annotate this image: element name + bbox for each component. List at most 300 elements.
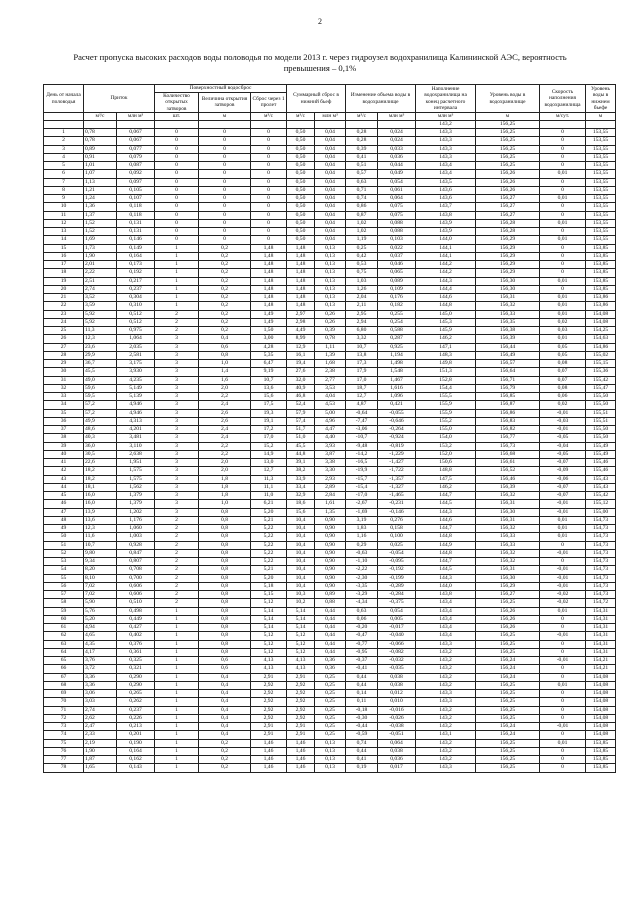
table-cell: 0,44 [346,747,378,755]
table-cell: -0,017 [378,624,416,632]
table-cell: 0 [540,690,586,698]
table-cell: 1,48 [287,285,315,293]
table-cell: 18,6 [287,500,315,508]
table-cell: 155,00 [586,508,616,516]
table-cell: 46 [44,500,84,508]
table-cell: 0,925 [378,343,416,351]
table-cell: 1,02 [346,219,378,227]
table-cell: 154,08 [586,690,616,698]
table-cell: 10,4 [287,582,315,590]
table-cell: 0,4 [199,723,251,731]
table-cell: 7 [44,178,84,186]
table-cell: 0,054 [378,607,416,615]
table-cell: 1,48 [251,269,287,277]
table-cell: 0,63 [346,178,378,186]
table-cell: 0,2 [199,261,251,269]
table-row [44,277,616,285]
table-cell: 0,01 [540,739,586,747]
table-cell: -0,20 [346,624,378,632]
table-cell: -1,357 [378,475,416,483]
units-row [44,113,616,121]
table-cell: 0 [251,211,287,219]
table-row [44,186,616,194]
table-cell: 154,08 [586,318,616,326]
table-cell: 144,2 [416,261,476,269]
table-cell: 144,4 [416,285,476,293]
table-cell: 0 [155,186,199,194]
table-cell [540,120,586,128]
table-cell: -1,427 [378,459,416,467]
table-cell: 0,510 [117,599,155,607]
table-row [44,640,616,648]
table-cell: 0 [540,615,586,623]
table-row [44,294,616,302]
table-cell: 2,89 [315,483,346,491]
table-cell: 2,2 [199,450,251,458]
table-cell: 0,05 [540,351,586,359]
table-cell: 0,4 [199,698,251,706]
table-cell: 0,90 [315,582,346,590]
table-cell: 10 [44,203,84,211]
table-cell: 1,49 [251,310,287,318]
table-cell: 150,6 [416,459,476,467]
table-cell: 0,50 [287,228,315,236]
table-cell: 0,588 [378,327,416,335]
table-cell: 156,85 [476,393,540,401]
table-cell: 3,06 [84,690,117,698]
table-cell: 15,6 [287,508,315,516]
table-cell: 154,73 [586,582,616,590]
table-cell: 5 [44,162,84,170]
table-cell: 3,38 [315,459,346,467]
table-cell: 0,01 [540,302,586,310]
table-cell: 4,96 [315,417,346,425]
table-cell: 0,50 [287,170,315,178]
table-cell: 0,109 [378,285,416,293]
table-row [44,483,616,491]
table-cell: 153,85 [586,244,616,252]
table-cell: 0 [540,137,586,145]
table-cell: 0,287 [378,335,416,343]
table-cell: 39,1 [287,459,315,467]
table-row [44,343,616,351]
table-cell: 3,93 [315,442,346,450]
table-cell: -0,02 [540,599,586,607]
table-cell: 0,290 [117,681,155,689]
table-cell: 1,176 [117,516,155,524]
table-cell: 156,32 [476,549,540,557]
table-cell: -0,07 [540,483,586,491]
table-cell: 0,065 [378,269,416,277]
table-cell: -0,02 [540,591,586,599]
table-cell: 0,01 [540,525,586,533]
table-cell: 143,9 [416,219,476,227]
table-cell: 1,379 [117,500,155,508]
table-row [44,591,616,599]
table-cell: 156,38 [476,327,540,335]
table-row [44,714,616,722]
table-cell: 144,6 [416,516,476,524]
table-cell: 153,55 [586,236,616,244]
table-cell: 5,12 [251,599,287,607]
table-cell: 0 [540,203,586,211]
table-cell: 5,12 [251,648,287,656]
table-cell: 0 [540,673,586,681]
table-cell: 1,24 [84,195,117,203]
table-cell: 0,01 [540,310,586,318]
table-cell: 2 [155,574,199,582]
table-cell: -0,01 [540,549,586,557]
table-cell: 156,24 [476,665,540,673]
table-cell: 0,8 [199,607,251,615]
table-row [44,574,616,582]
table-cell: 2,91 [251,731,287,739]
table-cell: 27 [44,343,84,351]
table-cell: 2,2 [199,442,251,450]
table-cell: 5,90 [84,599,117,607]
table-cell: 65 [44,657,84,665]
header-inflow: Приток [84,85,155,113]
table-cell: 4,87 [346,401,378,409]
table-cell: 34 [44,401,84,409]
table-cell: 0,53 [346,261,378,269]
table-cell: 3 [155,426,199,434]
table-row [44,731,616,739]
table-cell: 156,39 [476,483,540,491]
table-cell [44,120,84,128]
table-cell: 143,3 [416,137,476,145]
table-cell: 0,08 [540,360,586,368]
table-row [44,615,616,623]
table-cell: -16,5 [346,459,378,467]
table-cell: 0,2 [199,747,251,755]
table-row [44,368,616,376]
table-cell: 0,88 [315,599,346,607]
table-cell: 0 [155,162,199,170]
table-cell: 144,7 [416,525,476,533]
table-cell: 5,12 [287,648,315,656]
table-row [44,236,616,244]
table-cell: 153,55 [586,195,616,203]
table-cell: 0,079 [117,153,155,161]
table-cell: 0 [155,236,199,244]
table-cell: 1,003 [117,533,155,541]
table-cell: 0 [540,252,586,260]
table-cell: 62 [44,632,84,640]
table-cell: 54 [44,566,84,574]
table-cell: 0,255 [378,310,416,318]
table-cell: 2,92 [251,714,287,722]
header-total-discharge: Суммарный сброс в нижний бьеф [287,85,346,113]
header-upper-level: Уровень воды в водохранилище [476,85,540,113]
table-cell: 0 [251,195,287,203]
table-cell: 153,86 [586,302,616,310]
table-cell: 0,2 [199,756,251,764]
table-cell: 2,92 [287,690,315,698]
table-cell: -0,05 [540,450,586,458]
unit-cell: м [476,113,540,121]
table-cell: 0,13 [315,277,346,285]
table-cell: 0,4 [199,690,251,698]
table-cell: 66 [44,665,84,673]
table-cell: 10,7 [251,376,287,384]
table-row [44,252,616,260]
table-cell: -0,95 [346,648,378,656]
table-cell: 0 [540,706,586,714]
table-row [44,599,616,607]
table-cell: 1 [155,285,199,293]
table-cell: 0,41 [346,153,378,161]
table-cell: 70 [44,698,84,706]
table-cell: 10,4 [287,516,315,524]
table-row [44,698,616,706]
table-cell: 156,32 [476,302,540,310]
table-row [44,756,616,764]
table-cell [84,120,117,128]
table-cell: 156,25 [476,120,540,128]
table-cell: 145,0 [416,310,476,318]
table-cell: 0,44 [346,673,378,681]
table-row [44,137,616,145]
table-cell: 36 [44,417,84,425]
table-cell: -0,63 [346,549,378,557]
table-cell: 1 [155,302,199,310]
table-cell: -0,03 [540,417,586,425]
flood-discharge-table [43,84,616,773]
table-cell: 0 [155,145,199,153]
table-cell: 19,1 [251,417,287,425]
table-cell: 156,24 [476,723,540,731]
table-cell: 0,276 [378,516,416,524]
table-cell: 153,86 [586,294,616,302]
table-cell: 153,85 [586,252,616,260]
table-cell: -0,095 [378,558,416,566]
table-cell: 0,8 [199,640,251,648]
header-volume-change: Изменение объема воды в водохранилище [346,85,416,113]
table-row [44,318,616,326]
table-cell: 3,72 [84,665,117,673]
table-cell: 0 [251,203,287,211]
table-cell: 0,44 [315,632,346,640]
table-cell: 0 [199,178,251,186]
table-row [44,409,616,417]
table-cell: 1,19 [346,236,378,244]
table-cell: 0,038 [378,673,416,681]
table-cell: 0,118 [117,203,155,211]
table-cell: 17,0 [251,434,287,442]
table-cell: 0,01 [540,170,586,178]
table-cell: 1,616 [378,384,416,392]
table-cell: 0,04 [315,228,346,236]
table-cell: 0,44 [315,624,346,632]
table-cell: 144,8 [416,533,476,541]
header-accumulation: Наполнение водохранилища на конец расчетного интервала [416,85,476,113]
table-cell: 10,4 [287,549,315,557]
table-cell: 4,13 [287,665,315,673]
table-cell: 156,27 [476,211,540,219]
table-cell: 13,0 [251,459,287,467]
table-cell: 1,48 [287,277,315,285]
table-cell: 156,32 [476,492,540,500]
table-cell: 0,2 [199,327,251,335]
table-cell: -17,0 [346,492,378,500]
table-cell: 3 [155,500,199,508]
table-cell: 2,93 [315,475,346,483]
table-row [44,492,616,500]
table-cell: 4,94 [84,624,117,632]
table-cell: 153,55 [586,153,616,161]
table-cell: 60 [44,615,84,623]
table-cell: 1,46 [251,739,287,747]
table-cell: 0,36 [315,657,346,665]
table-cell: 156,33 [476,541,540,549]
table-cell: 5,92 [84,310,117,318]
table-cell: 155,9 [416,409,476,417]
table-cell: 0,05 [540,343,586,351]
table-cell: 156,25 [476,632,540,640]
header-spillway: Поверхностный водосброс [155,85,287,93]
table-cell: 42 [44,467,84,475]
table-cell: 0,04 [315,145,346,153]
table-row [44,153,616,161]
table-cell: 155,42 [586,376,616,384]
table-cell: 143,4 [416,599,476,607]
table-cell: -0,01 [540,574,586,582]
table-cell: 143,6 [416,186,476,194]
table-cell: 144,6 [416,294,476,302]
table-cell: -1,69 [346,508,378,516]
table-cell: 153,85 [586,747,616,755]
table-row [44,351,616,359]
table-cell: 10,2 [287,599,315,607]
table-cell: 0,143 [117,764,155,772]
table-cell: 156,29 [476,582,540,590]
table-cell: 2,04 [346,294,378,302]
table-cell: 44,8 [287,450,315,458]
table-cell: 2,91 [287,731,315,739]
table-cell: 1,060 [117,525,155,533]
table-cell: -0,051 [378,731,416,739]
table-cell: -0,016 [378,706,416,714]
table-cell: 0 [199,170,251,178]
table-cell: 3,110 [117,442,155,450]
table-cell: 0,4 [199,335,251,343]
table-cell: 3,30 [315,467,346,475]
table-cell: 10,4 [287,533,315,541]
table-row [44,681,616,689]
table-cell: 0,265 [117,690,155,698]
table-cell: 0,44 [346,681,378,689]
table-cell: 2,74 [84,285,117,293]
table-cell: 156,30 [476,277,540,285]
table-cell: 146,2 [416,483,476,491]
table-cell: -2,67 [346,500,378,508]
table-cell: 2,11 [346,302,378,310]
table-cell: 0,90 [315,566,346,574]
table-cell: 155,2 [416,417,476,425]
table-cell: 0 [251,153,287,161]
table-cell: 5,14 [251,607,287,615]
table-cell: 9 [44,195,84,203]
table-cell: 0,14 [346,690,378,698]
table-cell: 0,498 [117,607,155,615]
table-cell: 156,25 [476,153,540,161]
table-cell: 2,51 [84,277,117,285]
table-row [44,450,616,458]
table-cell: 21 [44,294,84,302]
table-cell: 14 [44,236,84,244]
table-cell: 156,44 [476,343,540,351]
table-cell: 1,16 [346,533,378,541]
table-cell: 156,31 [476,500,540,508]
table-cell: 1,0 [199,360,251,368]
table-cell: 1,52 [84,219,117,227]
table-cell: 0,049 [378,170,416,178]
table-row [44,582,616,590]
table-cell: 1,48 [287,294,315,302]
table-cell: 0,310 [117,302,155,310]
table-cell: 2,92 [251,698,287,706]
table-cell: 152,0 [416,450,476,458]
table-cell: 143,2 [416,747,476,755]
table-cell: 1,46 [251,756,287,764]
table-cell: 1,064 [117,335,155,343]
table-cell: 143,2 [416,714,476,722]
table-cell: 144,1 [416,252,476,260]
table-cell: 0 [199,153,251,161]
table-cell: 156,25 [476,145,540,153]
table-cell: 3 [155,401,199,409]
table-cell: 1,46 [251,747,287,755]
table-cell: 13 [44,228,84,236]
table-cell: 0 [540,186,586,194]
table-cell: 156,25 [476,747,540,755]
table-cell: 1,52 [84,228,117,236]
table-cell: 57,4 [287,417,315,425]
table-cell: 156,27 [476,591,540,599]
table-cell: -0,05 [540,434,586,442]
header-gate-count: Количество открытых затворов [155,92,199,113]
table-cell: 3 [155,434,199,442]
table-cell: 6,80 [346,327,378,335]
table-row [44,129,616,137]
table-cell: 0,44 [315,607,346,615]
table-cell: 2,0 [199,467,251,475]
table-cell: 143,3 [416,129,476,137]
table-cell: 2,95 [346,310,378,318]
unit-cell: м [199,113,251,121]
table-cell: 10,7 [84,541,117,549]
table-cell: 2,01 [84,261,117,269]
table-cell: 0,86 [346,203,378,211]
table-cell: 0,2 [199,318,251,326]
table-cell: 5,14 [287,624,315,632]
table-cell: 143,9 [416,228,476,236]
table-cell: 153,85 [586,285,616,293]
table-cell: 18,2 [84,467,117,475]
table-cell: 0,04 [315,203,346,211]
table-cell: 0,036 [378,153,416,161]
table-cell: 143,5 [416,178,476,186]
table-cell [199,120,251,128]
table-cell: 4,04 [315,393,346,401]
table-cell: 0,075 [378,203,416,211]
table-cell: 155,47 [586,384,616,392]
table-cell: 0,226 [117,714,155,722]
table-cell: 2,62 [84,714,117,722]
table-cell: 0 [540,648,586,656]
table-cell: 6 [44,170,84,178]
